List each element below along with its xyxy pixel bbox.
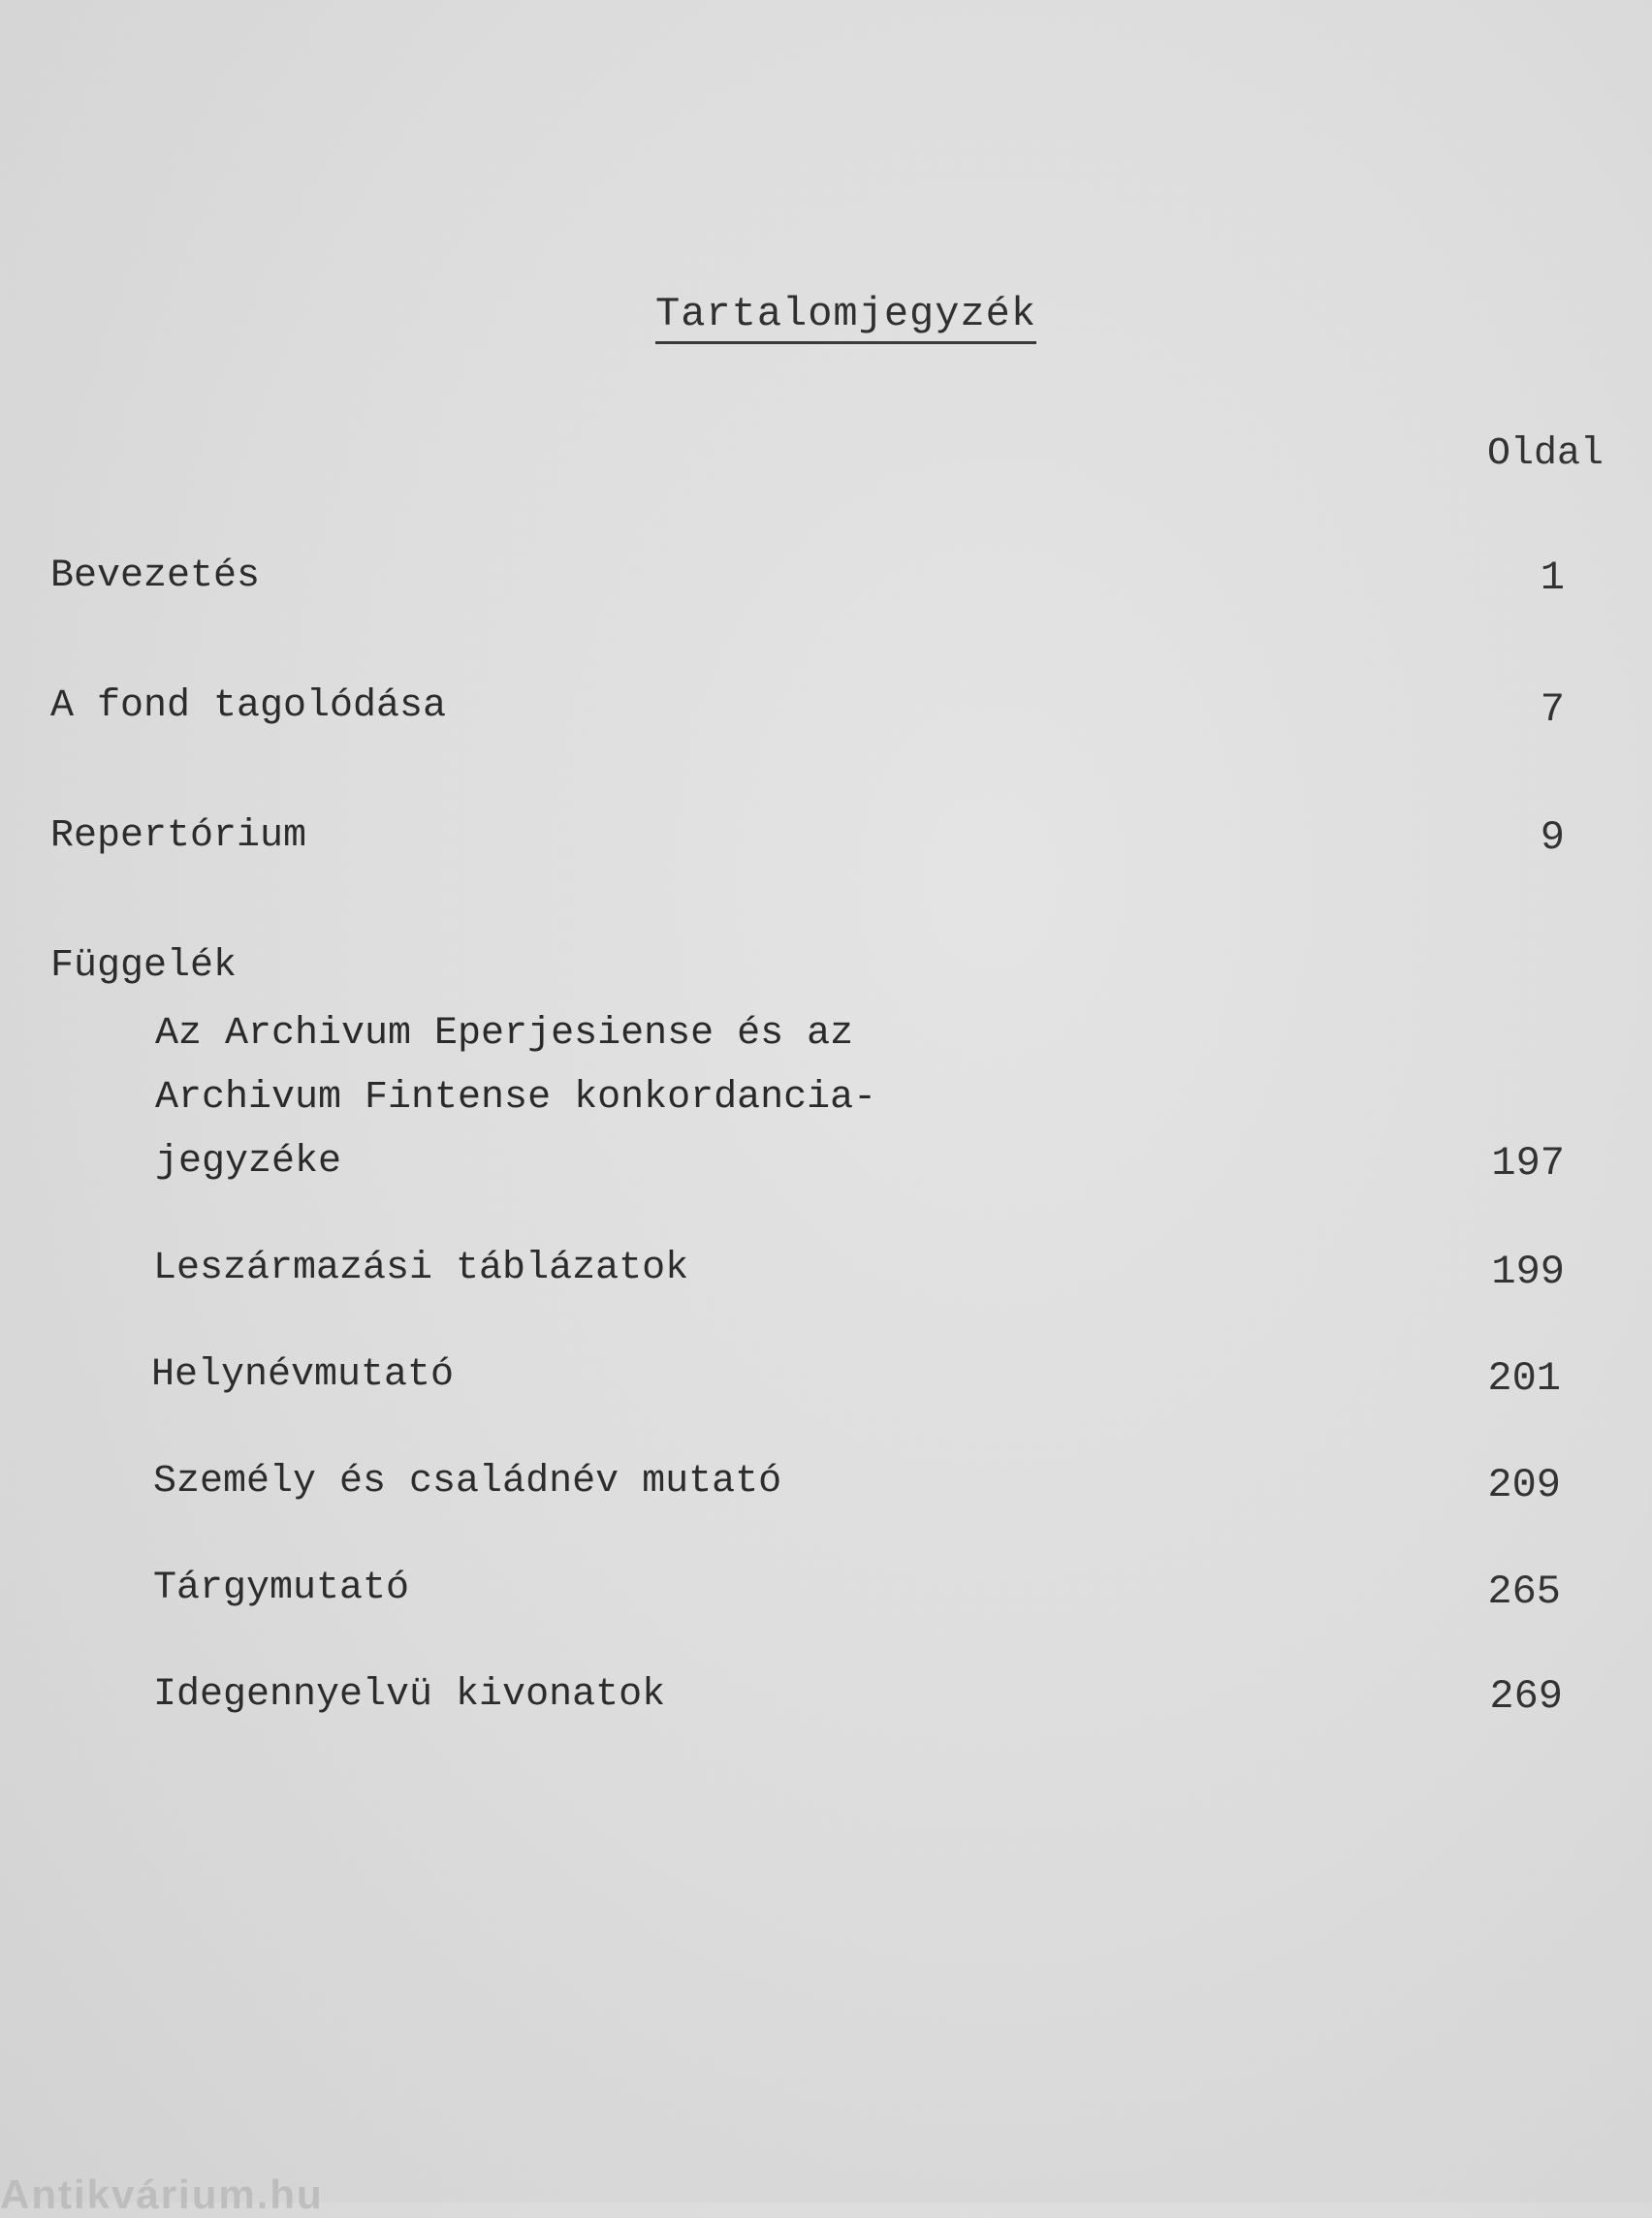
toc-page-genealogy-tables: 199 <box>1491 1249 1565 1295</box>
toc-entry-subject-index: Tárgymutató <box>153 1567 410 1610</box>
concordance-line-1: Az Archivum Eperjesiense és az <box>155 1012 854 1056</box>
toc-page-repertory: 9 <box>1540 814 1565 861</box>
toc-entry-concordance <box>155 1002 876 1194</box>
toc-page-introduction: 1 <box>1540 554 1565 601</box>
toc-page-person-index: 209 <box>1487 1462 1561 1508</box>
toc-entry-introduction: Bevezetés <box>50 554 261 598</box>
toc-entry-person-index: Személy és családnév mutató <box>153 1460 782 1504</box>
page-column-header: Oldal <box>1487 432 1604 476</box>
toc-page-foreign-abstracts: 269 <box>1489 1673 1563 1720</box>
toc-entry-genealogy-tables: Leszármazási táblázatok <box>153 1247 689 1290</box>
toc-page-concordance: 197 <box>1491 1140 1565 1187</box>
toc-page-place-index: 201 <box>1487 1355 1561 1402</box>
toc-entry-place-index: Helynévmutató <box>151 1353 455 1397</box>
toc-page-subject-index: 265 <box>1487 1568 1561 1615</box>
watermark: Antikvárium.hu <box>0 2171 324 2217</box>
toc-page-fond-structure: 7 <box>1540 686 1565 733</box>
concordance-line-3: jegyzéke <box>155 1140 342 1184</box>
concordance-line-2: Archivum Fintense konkordancia- <box>155 1076 877 1120</box>
page-title: Tartalomjegyzék <box>655 289 1036 344</box>
toc-entry-appendix: Függelék <box>50 944 238 988</box>
toc-entry-fond-structure: A fond tagolódása <box>50 684 447 728</box>
toc-entry-foreign-abstracts: Idegennyelvü kivonatok <box>153 1673 666 1717</box>
toc-entry-repertory: Repertórium <box>50 814 307 858</box>
